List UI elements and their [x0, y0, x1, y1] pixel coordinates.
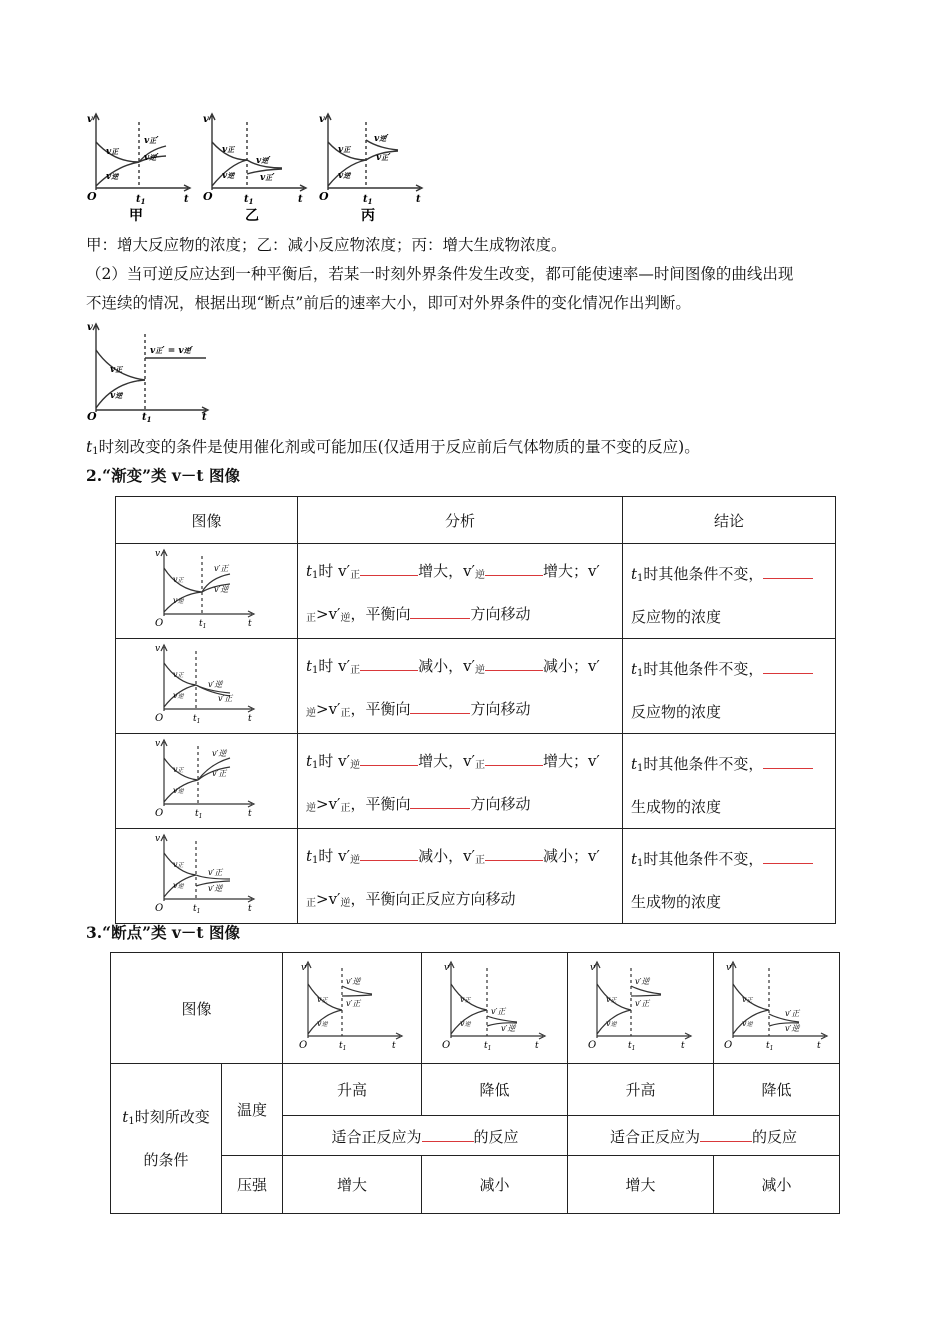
table-row [116, 544, 836, 639]
graph-cell [283, 953, 422, 1064]
svg-text:v: v [443, 963, 449, 973]
svg-text:v′正: v′正 [490, 1007, 505, 1016]
svg-text:O: O [203, 190, 213, 203]
svg-text:v正: v正 [172, 575, 184, 584]
svg-text:v′正: v′正 [207, 868, 222, 877]
svg-text:v正: v正 [741, 995, 753, 1004]
graph-yi [200, 110, 312, 228]
analysis-cell: $t_1$时 $v'_正$ 增大，$v'_逆$ 增大；v′ $_正>v'_逆$，平衡向 方向移动 [298, 544, 623, 639]
svg-text:v: v [203, 114, 209, 125]
svg-text:v′正: v′正 [213, 564, 228, 573]
svg-text:v正: v正 [172, 860, 184, 869]
svg-text:O: O [154, 618, 163, 629]
answer-blank[interactable] [410, 792, 470, 809]
svg-text:O: O [87, 190, 97, 203]
svg-text:v: v [589, 963, 595, 973]
svg-text:v正: v正 [222, 145, 235, 155]
pressure-value: 增大 [283, 1156, 422, 1214]
pressure-value: 减小 [422, 1156, 568, 1214]
svg-text:v′正: v′正 [634, 999, 649, 1008]
section-heading-3: 3.“断点”类 v－t 图像 [86, 923, 240, 942]
svg-text:t1: $t_1$ [765, 1041, 773, 1052]
svg-text:t: t [680, 1041, 685, 1051]
table-row [116, 734, 836, 829]
svg-text:v: v [154, 549, 160, 559]
svg-text:v正: v正 [172, 670, 184, 679]
answer-blank[interactable] [360, 654, 418, 671]
analysis-cell: $t_1$时 $v'_逆$ 减小，$v'_正$ 减小；v′ $_正>v'_逆$，平衡向正反应方向移动 [298, 829, 623, 924]
answer-blank[interactable] [485, 749, 543, 766]
svg-text:t: t [202, 412, 207, 422]
table-row [116, 829, 836, 924]
answer-blank[interactable] [763, 562, 813, 579]
svg-text:O: O [723, 1040, 732, 1051]
svg-text:v正: v正 [338, 145, 351, 155]
svg-text:t: t [247, 714, 252, 724]
svg-text:v正: v正 [459, 995, 471, 1004]
svg-text:v逆′: v逆′ [144, 153, 159, 163]
svg-text:v逆′: v逆′ [374, 134, 389, 144]
svg-text:v逆: v逆 [459, 1019, 471, 1028]
catalyst-note: $t_1$时刻改变的条件是使用催化剂或可能加压(仅适用于反应前后气体物质的量不变的反应)。 [86, 438, 700, 457]
svg-text:t1: $t_1$ [483, 1041, 491, 1052]
svg-text:v逆: v逆 [172, 596, 184, 605]
svg-text:O: O [299, 1040, 308, 1051]
svg-text:v逆: v逆 [741, 1019, 753, 1028]
svg-text:v正: v正 [110, 365, 123, 375]
table-row [116, 639, 836, 734]
svg-text:v逆′: v逆′ [256, 156, 271, 166]
graph-label-yi: 乙 [245, 208, 259, 224]
temperature-value: 降低 [714, 1064, 840, 1116]
svg-text:t: t [416, 194, 421, 205]
row-graph [152, 546, 262, 632]
answer-blank[interactable] [700, 1125, 752, 1142]
svg-text:t1: $t_1$ [192, 904, 200, 915]
svg-text:v逆: v逆 [222, 171, 235, 181]
svg-text:t: t [247, 904, 252, 914]
analysis-cell: $t_1$时 $v'_正$ 减小，$v'_逆$ 减小；v′ $_逆>v'_正$，平衡向 方向移动 [298, 639, 623, 734]
analysis-cell: $t_1$时 $v'_逆$ 增大，$v'_正$ 增大；v′ $_逆>v'_正$，平衡向 方向移动 [298, 734, 623, 829]
header-conclusion: 结论 [623, 497, 836, 544]
svg-text:v: v [154, 739, 160, 749]
graph-cell [568, 953, 714, 1064]
svg-text:v′正: v′正 [211, 769, 226, 778]
answer-blank[interactable] [485, 559, 543, 576]
svg-text:v逆: v逆 [172, 786, 184, 795]
svg-text:t1: $t_1$ [194, 809, 202, 820]
svg-text:O: O [319, 190, 329, 203]
answer-blank[interactable] [360, 559, 418, 576]
header-image: 图像 [116, 497, 298, 544]
svg-text:t: t [247, 809, 252, 819]
svg-text:v′正: v′正 [217, 694, 232, 703]
svg-text:v: v [154, 644, 160, 654]
row-graph-cell [116, 734, 298, 829]
svg-text:v′逆: v′逆 [500, 1024, 515, 1033]
svg-text:v: v [87, 114, 93, 125]
svg-text:O: O [154, 808, 163, 819]
svg-text:v: v [154, 834, 160, 844]
svg-text:O: O [87, 410, 97, 422]
conclusion-cell: $t_1$时其他条件不变， 生成物的浓度 [623, 829, 836, 924]
conditions-line: 甲：增大反应物的浓度；乙：减小反应物浓度；丙：增大生成物浓度。 [86, 236, 567, 254]
svg-text:t: t [298, 194, 303, 205]
svg-text:O: O [154, 713, 163, 724]
svg-text:v′逆: v′逆 [634, 977, 649, 986]
svg-text:v逆: v逆 [106, 172, 119, 182]
answer-blank[interactable] [485, 844, 543, 861]
svg-text:v逆: v逆 [338, 171, 351, 181]
svg-text:v正′: v正′ [260, 173, 275, 183]
svg-text:v正: v正 [317, 995, 328, 1004]
conclusion-cell: $t_1$时其他条件不变， 反应物的浓度 [623, 639, 836, 734]
graph-bing [316, 110, 428, 228]
row-graph [152, 831, 262, 917]
svg-text:v逆: v逆 [172, 881, 184, 890]
row-graph [152, 736, 262, 822]
svg-text:v正′: v正′ [376, 153, 391, 163]
temperature-value: 降低 [422, 1064, 568, 1116]
break-graph-1 [296, 958, 408, 1054]
graph-label-jia: 甲 [129, 208, 143, 224]
svg-text:v′逆: v′逆 [211, 749, 226, 758]
graph-label-bing: 丙 [361, 208, 375, 224]
pressure-value: 增大 [568, 1156, 714, 1214]
svg-text:v: v [319, 114, 325, 125]
graph-cell [422, 953, 568, 1064]
graph-catalyst [84, 318, 214, 422]
temperature-label: 温度 [222, 1064, 283, 1156]
answer-blank[interactable] [763, 657, 813, 674]
answer-blank[interactable] [763, 752, 813, 769]
svg-text:v: v [725, 963, 731, 973]
svg-text:t1: $t_1$ [244, 194, 254, 206]
gradual-change-table [115, 496, 836, 924]
svg-text:t1: $t_1$ [192, 714, 200, 725]
svg-text:t: t [534, 1041, 539, 1051]
svg-text:v′正: v′正 [346, 999, 361, 1008]
svg-text:v′逆: v′逆 [784, 1024, 799, 1033]
section-heading-2: 2.“渐变”类 v－t 图像 [86, 466, 240, 485]
svg-text:O: O [441, 1040, 450, 1051]
pressure-label: 压强 [222, 1156, 283, 1214]
break-graph-3 [585, 958, 697, 1054]
svg-text:v′逆: v′逆 [213, 585, 228, 594]
svg-text:t1: $t_1$ [339, 1041, 347, 1052]
svg-text:v正′ = v逆′: v正′ = v逆′ [150, 346, 194, 356]
svg-text:t1: $t_1$ [198, 619, 206, 630]
svg-text:t: t [816, 1041, 821, 1051]
break-graph-2 [439, 958, 551, 1054]
svg-text:v正: v正 [605, 995, 617, 1004]
row-graph-cell [116, 544, 298, 639]
reaction-type-cell: 适合正反应为 的反应 [568, 1116, 840, 1156]
conclusion-cell: $t_1$时其他条件不变， 反应物的浓度 [623, 544, 836, 639]
svg-text:v逆: v逆 [110, 391, 123, 401]
temperature-value: 升高 [283, 1064, 422, 1116]
answer-blank[interactable] [763, 847, 813, 864]
break-graph-4 [721, 958, 833, 1054]
svg-text:v′逆: v′逆 [207, 680, 222, 689]
svg-text:v正′: v正′ [144, 136, 159, 146]
svg-text:t1: $t_1$ [142, 412, 152, 422]
svg-text:v逆: v逆 [172, 691, 184, 700]
pressure-value: 减小 [714, 1156, 840, 1214]
svg-text:v′正: v′正 [784, 1009, 799, 1018]
graph-jia [84, 110, 196, 228]
svg-text:v′逆: v′逆 [207, 884, 222, 893]
row-graph [152, 641, 262, 727]
answer-blank[interactable] [410, 697, 470, 714]
graph-cell [714, 953, 840, 1064]
header-image: 图像 [111, 953, 283, 1064]
header-analysis: 分析 [298, 497, 623, 544]
row-graph-cell [116, 639, 298, 734]
svg-text:t: t [392, 1041, 396, 1051]
svg-text:t: t [184, 194, 189, 205]
answer-blank[interactable] [422, 1125, 474, 1142]
para2-line2: 不连续的情况，根据出现“断点”前后的速率大小，即可对外界条件的变化情况作出判断。 [86, 294, 691, 312]
break-point-table [110, 952, 840, 1214]
svg-text:v: v [301, 963, 307, 973]
svg-text:t: t [247, 619, 252, 629]
answer-blank[interactable] [360, 844, 418, 861]
temperature-value: 升高 [568, 1064, 714, 1116]
condition-row-label: $t_1$时刻所改变的条件 [111, 1064, 222, 1214]
conclusion-cell: $t_1$时其他条件不变， 生成物的浓度 [623, 734, 836, 829]
svg-text:O: O [154, 903, 163, 914]
svg-text:v正: v正 [172, 765, 184, 774]
answer-blank[interactable] [410, 602, 470, 619]
svg-text:O: O [587, 1040, 596, 1051]
svg-text:v逆: v逆 [605, 1019, 617, 1028]
svg-text:t1: $t_1$ [136, 194, 146, 206]
para2-line1: （2）当可逆反应达到一种平衡后，若某一时刻外界条件发生改变，都可能使速率—时间图像的曲线出现 [86, 265, 794, 283]
svg-text:v′逆: v′逆 [346, 977, 361, 986]
answer-blank[interactable] [485, 654, 543, 671]
svg-text:t1: $t_1$ [627, 1041, 635, 1052]
svg-text:t1: $t_1$ [363, 194, 373, 206]
reaction-type-cell: 适合正反应为 的反应 [283, 1116, 568, 1156]
svg-text:v逆: v逆 [317, 1019, 328, 1028]
row-graph-cell [116, 829, 298, 924]
svg-text:v: v [87, 322, 93, 333]
answer-blank[interactable] [360, 749, 418, 766]
svg-text:v正: v正 [106, 147, 119, 157]
